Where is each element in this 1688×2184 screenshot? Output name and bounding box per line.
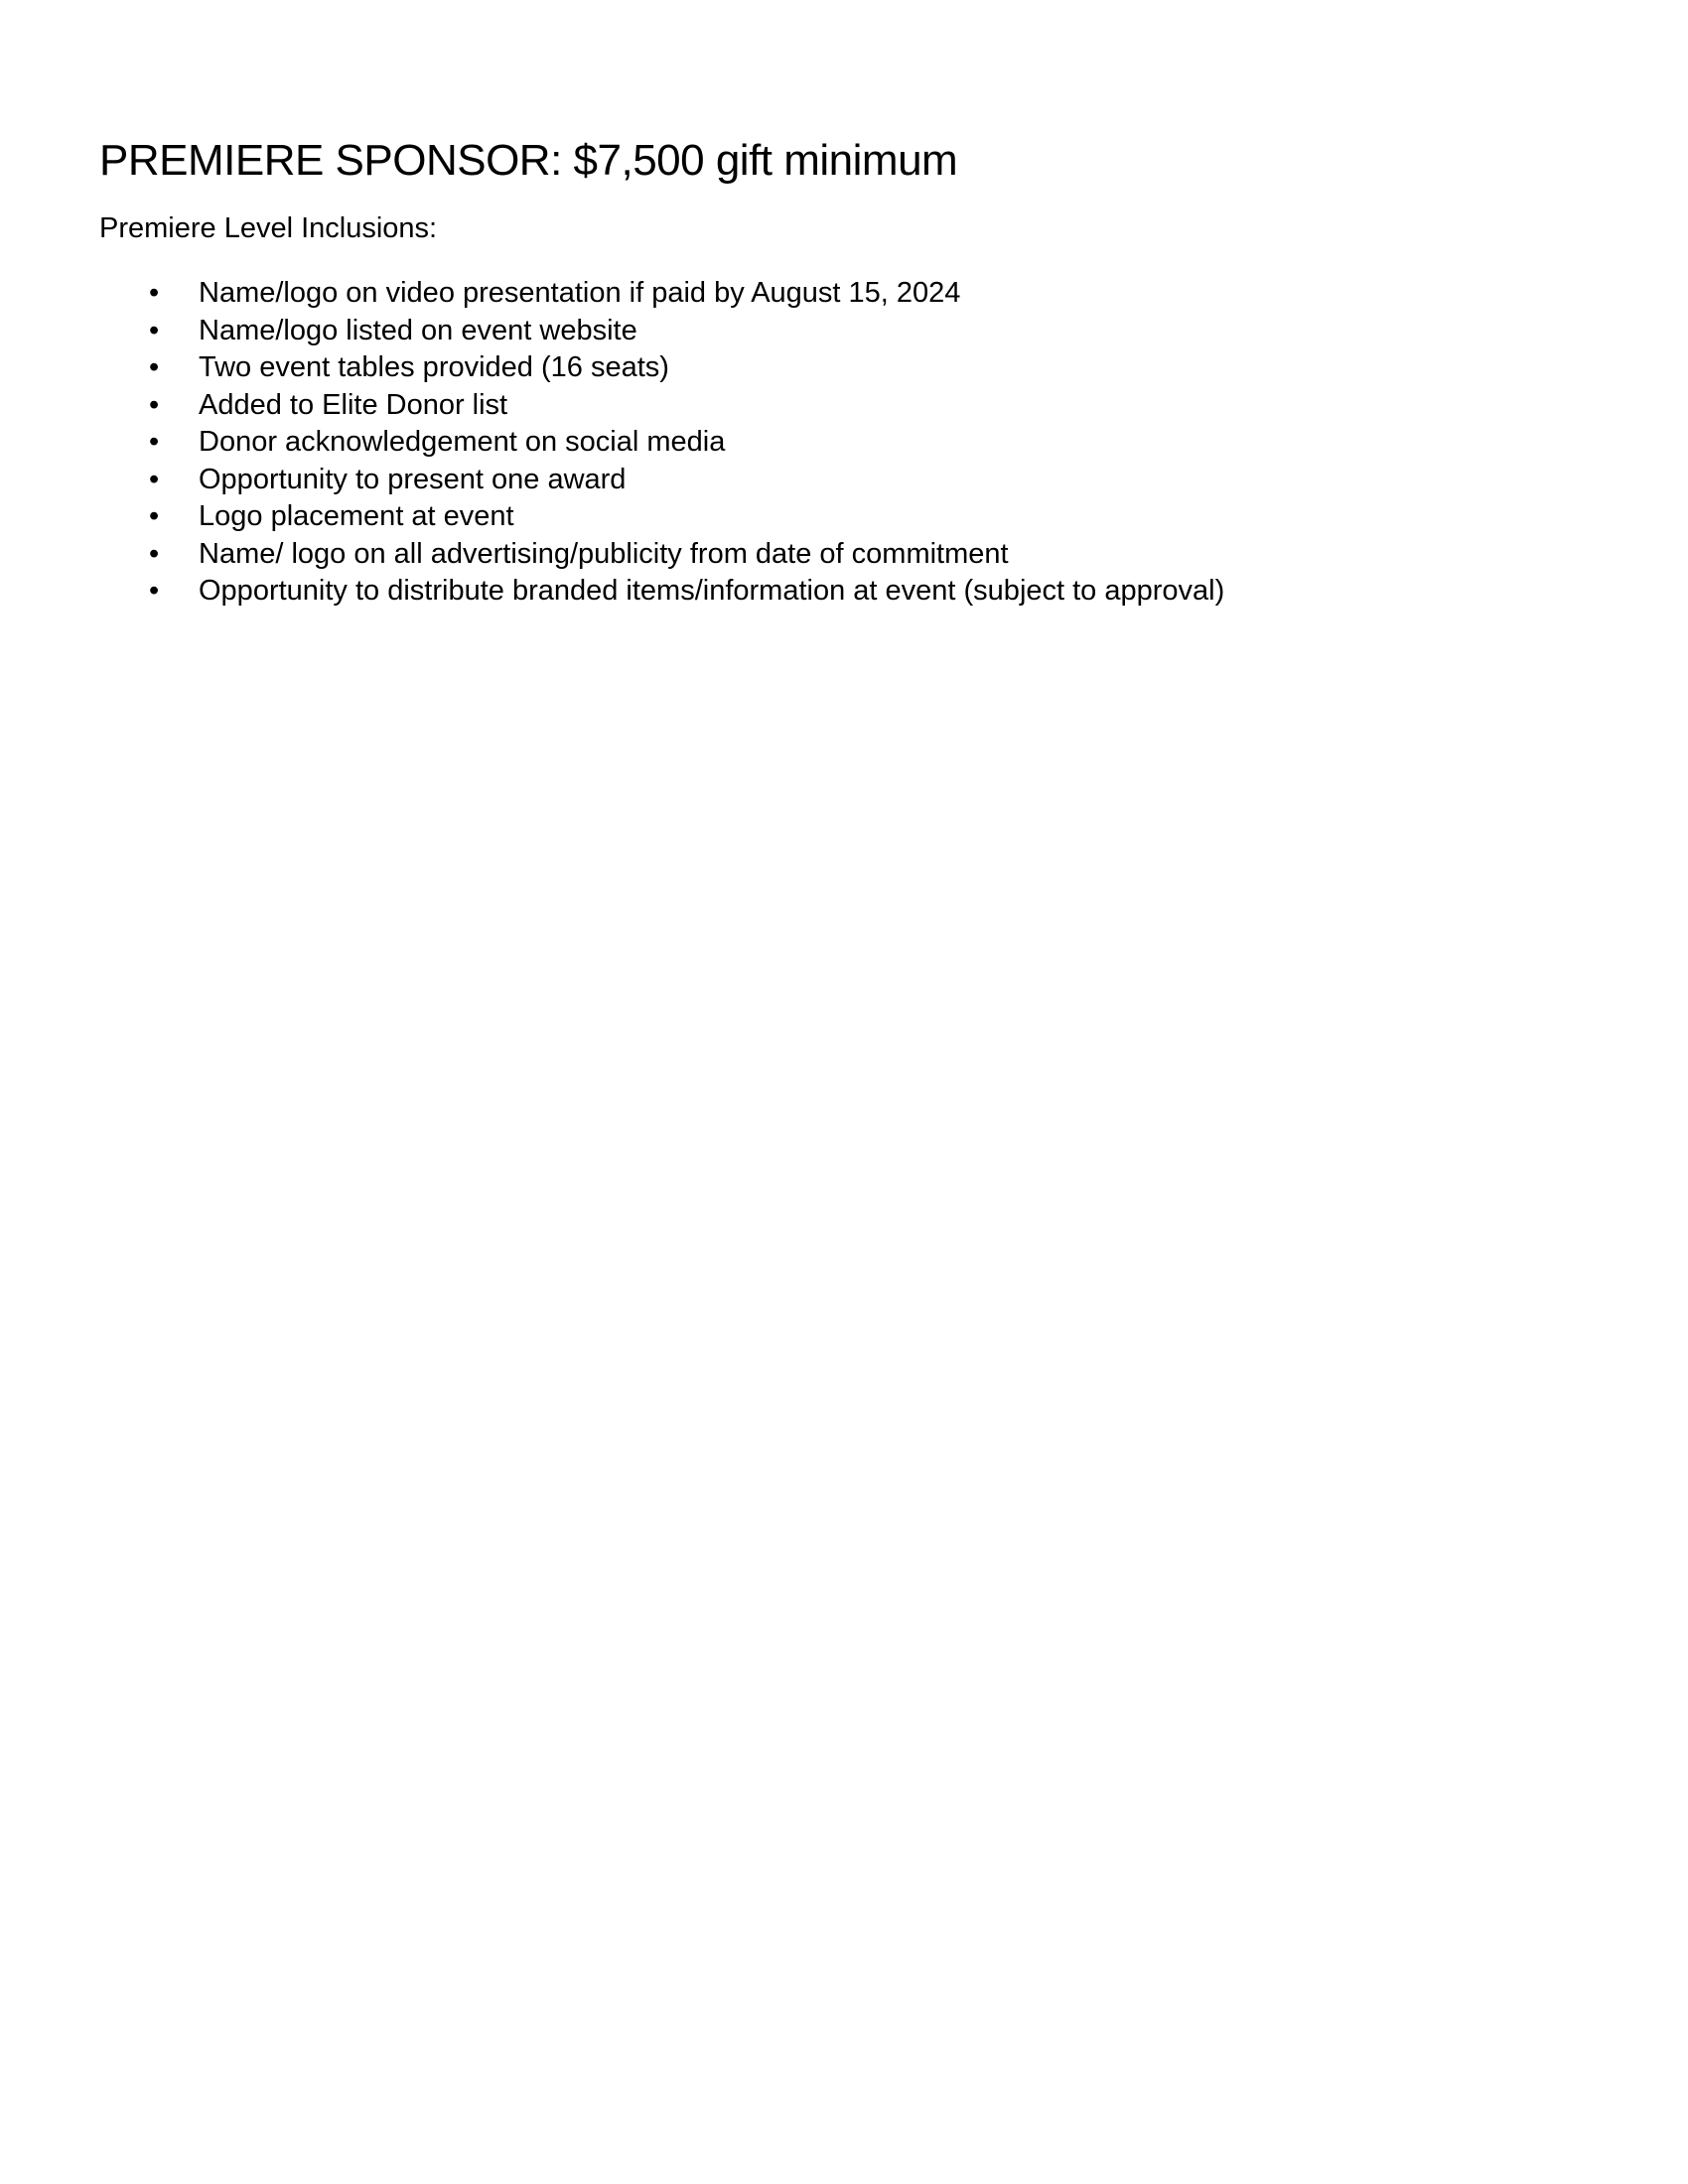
list-item bbox=[99, 313, 1589, 350]
list-item-text: Name/ logo on all advertising/publicity from date of commitment bbox=[199, 537, 1009, 570]
inclusions-bullet-list bbox=[99, 275, 1589, 611]
list-item-text: Logo placement at event bbox=[199, 500, 514, 532]
list-item bbox=[99, 275, 1589, 313]
page-title: PREMIERE SPONSOR: $7,500 gift minimum bbox=[99, 136, 958, 185]
list-item bbox=[99, 498, 1589, 536]
list-item-text: Two event tables provided (16 seats) bbox=[199, 351, 669, 383]
list-item-text: Added to Elite Donor list bbox=[199, 388, 508, 421]
bullet-marker-icon: • bbox=[149, 500, 160, 532]
list-item bbox=[99, 573, 1589, 611]
bullet-marker-icon: • bbox=[149, 575, 160, 607]
bullet-marker-icon: • bbox=[149, 537, 160, 570]
list-item bbox=[99, 462, 1589, 499]
list-item bbox=[99, 349, 1589, 387]
list-item-text: Name/logo listed on event website bbox=[199, 314, 637, 346]
bullet-marker-icon: • bbox=[149, 426, 160, 458]
list-item bbox=[99, 387, 1589, 425]
list-item-text: Name/logo on video presentation if paid by August 15, 2024 bbox=[199, 277, 961, 309]
bullet-marker-icon: • bbox=[149, 388, 160, 421]
list-item bbox=[99, 424, 1589, 462]
list-item-text: Opportunity to distribute branded items/information at event (subject to approval) bbox=[199, 575, 1225, 607]
list-item bbox=[99, 536, 1589, 574]
section-subtitle: Premiere Level Inclusions: bbox=[99, 212, 438, 244]
bullet-marker-icon: • bbox=[149, 314, 160, 346]
bullet-marker-icon: • bbox=[149, 351, 160, 383]
bullet-marker-icon: • bbox=[149, 277, 160, 309]
list-item-text: Donor acknowledgement on social media bbox=[199, 426, 726, 458]
bullet-marker-icon: • bbox=[149, 463, 160, 495]
list-item-text: Opportunity to present one award bbox=[199, 463, 627, 495]
